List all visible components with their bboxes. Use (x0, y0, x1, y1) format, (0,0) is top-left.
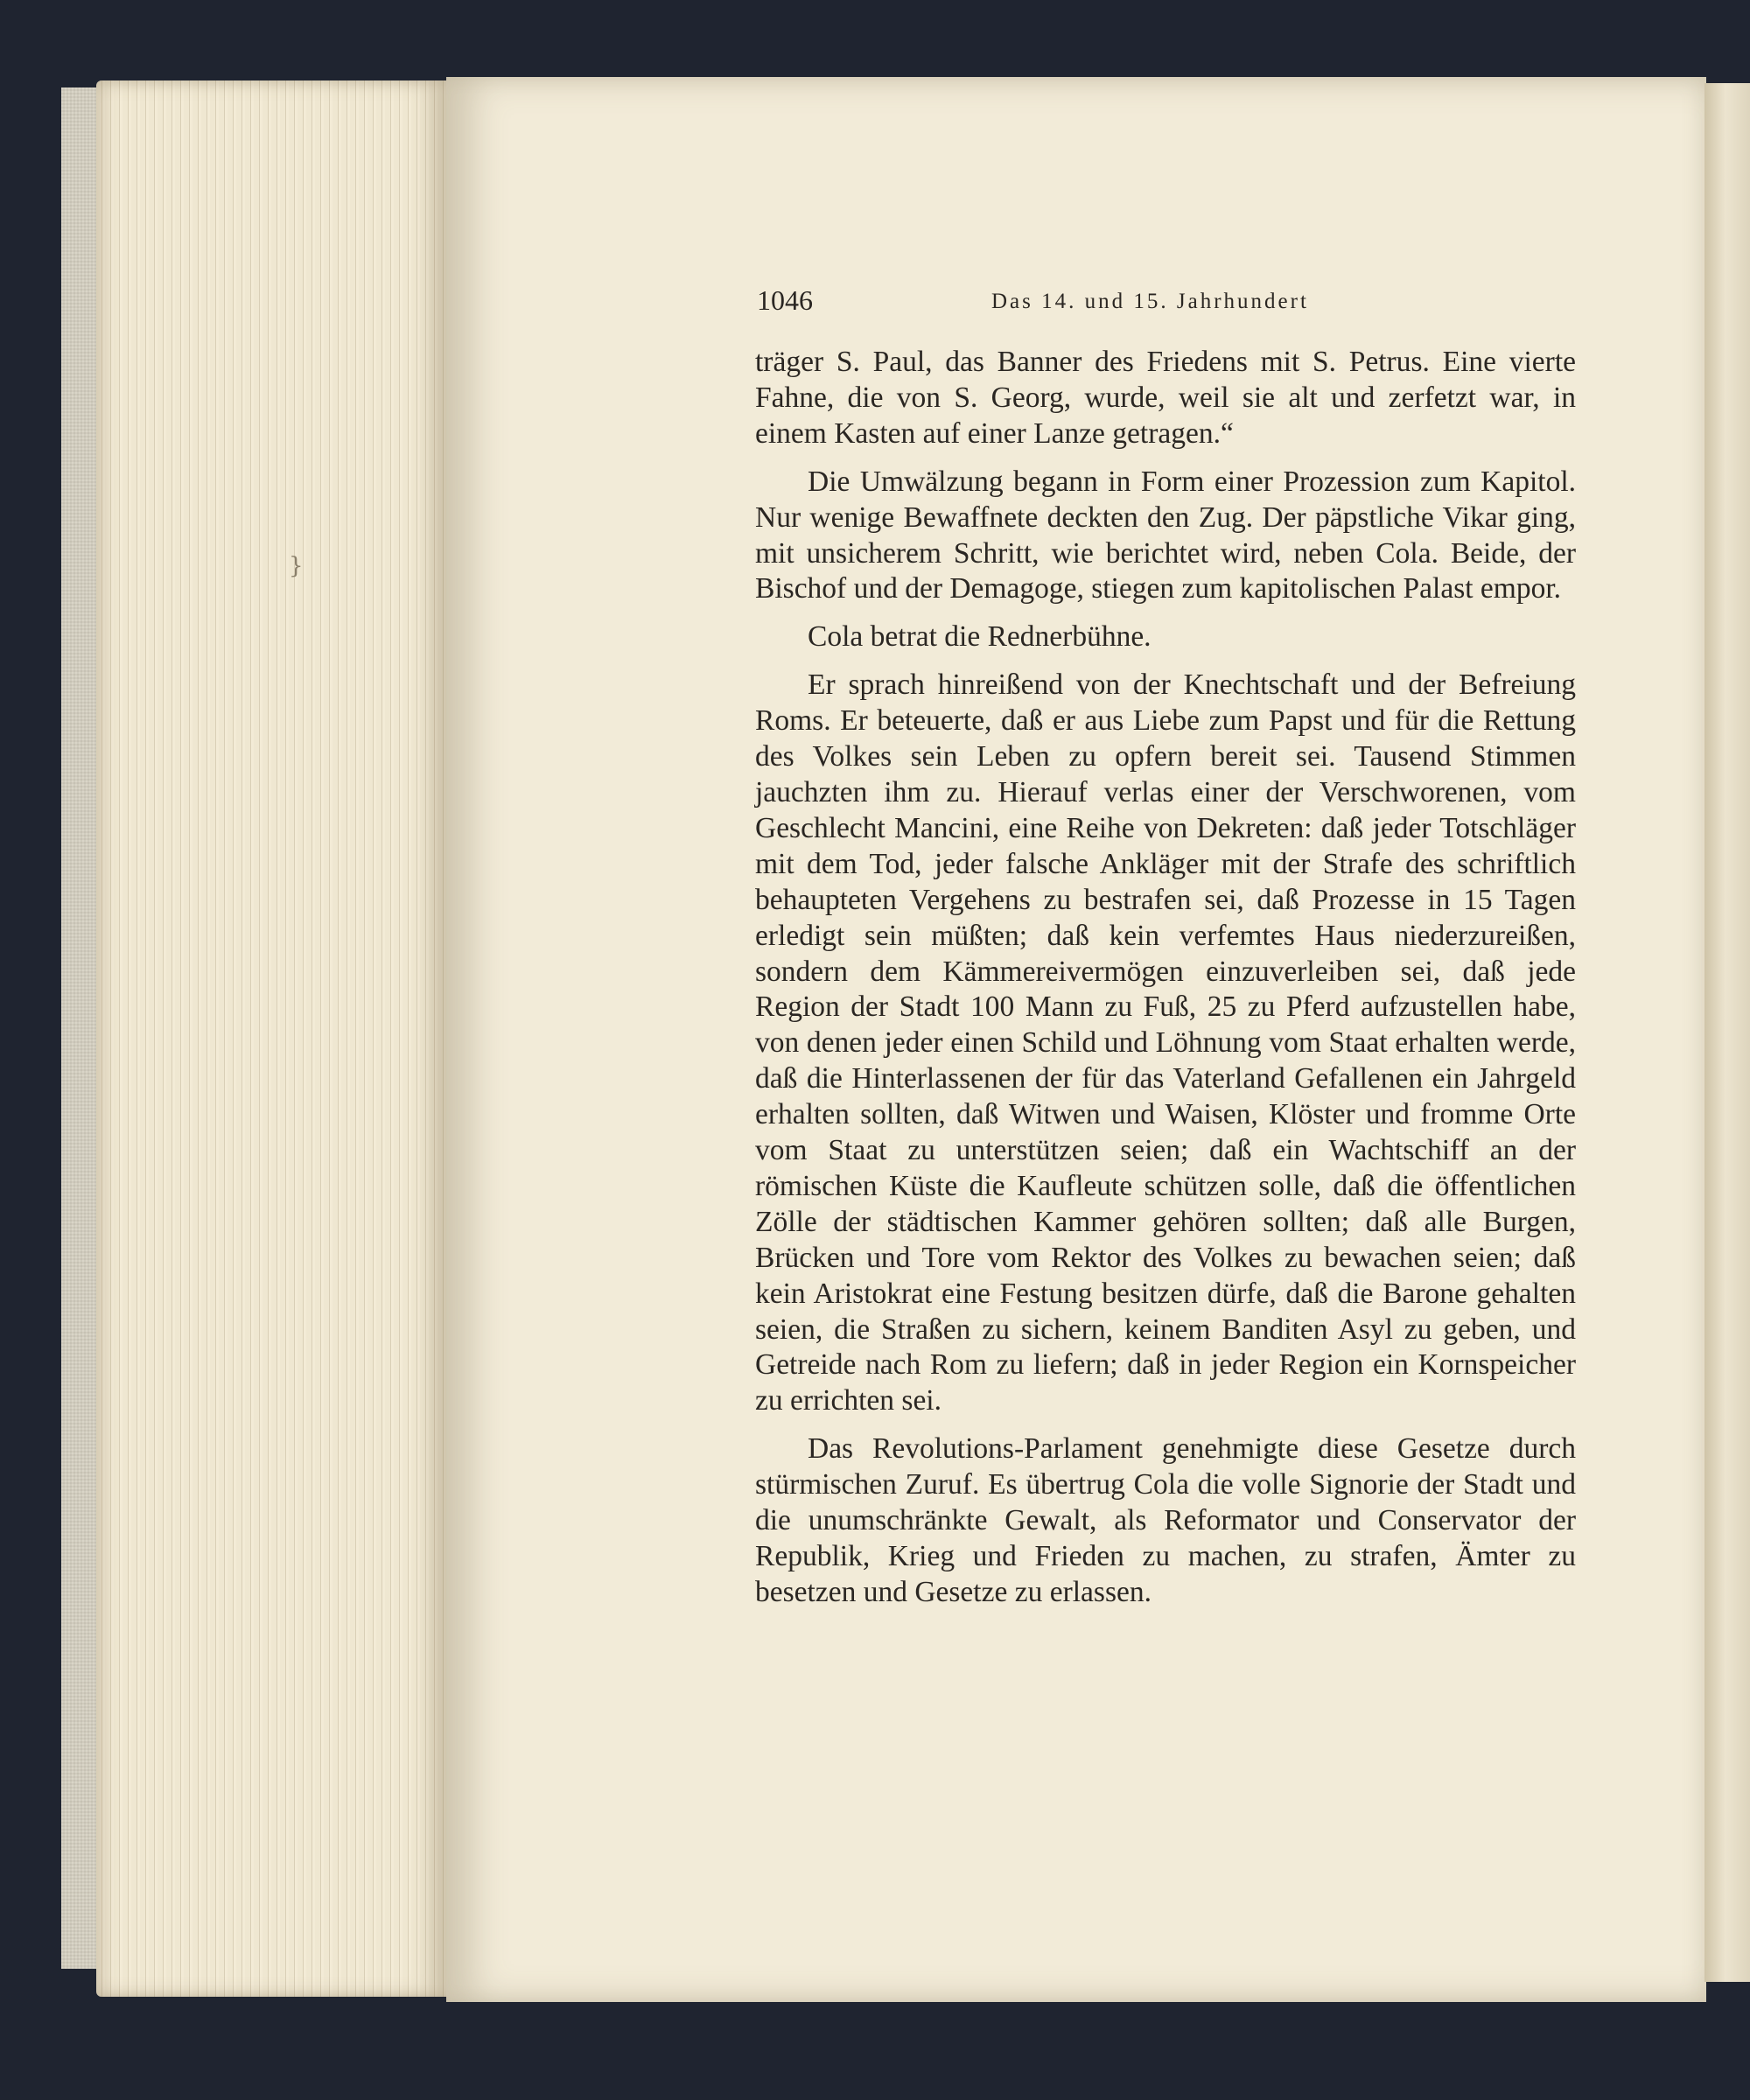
page-header (757, 284, 1588, 328)
paragraph-procession: Die Umwälzung begann in Form einer Prozession zum Kapitol. Nur wenige Bewaffnete deckten den Zug. Der päpstliche Vikar ging, mit unsicherem Schritt, wie berichtet wird, neben Cola. Beide, der Bischof und der Demagoge, stiegen zum kapitolischen Palast empor. (755, 465, 1576, 606)
margin-pencil-mark: } (289, 553, 304, 579)
paragraph-parliament: Das Revolutions-Parlament genehmigte diese Gesetze durch stürmischen Zuruf. Es übertrug Cola die volle Signorie der Stadt und die unumschränkte Gewalt, als Reformator und Conservator der Republik, Krieg und Frieden zu machen, zu strafen, Ämter zu besetzen und Gesetze zu erlassen. (755, 1432, 1576, 1608)
paragraph-decrees: Er sprach hinreißend von der Knechtschaft und der Befreiung Roms. Er beteuerte, daß er aus Liebe zum Papst und für die Rettung des Volkes sein Leben zu opfern bereit sei. Tausend Stimmen jauchzten ihm zu. Hierauf verlas einer der Verschworenen, vom Geschlecht Mancini, eine Reihe von Dekreten: daß jeder Totschläger mit dem Tod, jeder falsche Ankläger mit der Strafe des schriftlich behaupteten Vergehens zu bestrafen sei, daß Prozesse in 15 Tagen erledigt sein müßten; daß kein verfemtes Haus niederzureißen, sondern dem Kämmereivermögen einzuverleiben sei, daß jede Region der Stadt 100 Mann zu Fuß, 25 zu Pferd aufzustellen habe, von denen jeder einen Schild und Löhnung vom Staat erhalten werde, daß die Hinterlassenen der für das Vaterland Gefallenen ein Jahrgeld erhalten sollten, daß Witwen und Waisen, Klöster und fromme Orte vom Staat zu unterstützen seien; daß ein Wachtschiff an der römischen Küste die Kaufleute schützen solle, daß die öffentlichen Zölle der städtischen Kammer gehören sollten; daß alle Burgen, Brücken und Tore vom Rektor des Volkes zu bewachen seien; daß kein Aristokrat eine Festung besitzen dürfe, daß die Barone gehalten seien, die Straßen zu sichern, keinem Banditen Asyl zu geben, und Getreide nach Rom zu liefern; daß in jeder Region ein Kornspeicher zu errichten sei. (755, 668, 1576, 1418)
page-number: 1046 (757, 284, 813, 316)
paragraph-continued: träger S. Paul, das Banner des Friedens mit S. Petrus. Eine vierte Fahne, die von S. Georg, wurde, weil sie alt und zerfetzt war, in einem Kasten auf einer Lanze getragen.“ (755, 346, 1576, 450)
next-page-edge (1704, 83, 1750, 1982)
body-text (755, 345, 1576, 1623)
running-head: Das 14. und 15. Jahrhundert (991, 290, 1309, 313)
paragraph-rednerbuehne: Cola betrat die Rednerbühne. (808, 620, 1152, 654)
page-edges-stack (96, 80, 446, 1997)
